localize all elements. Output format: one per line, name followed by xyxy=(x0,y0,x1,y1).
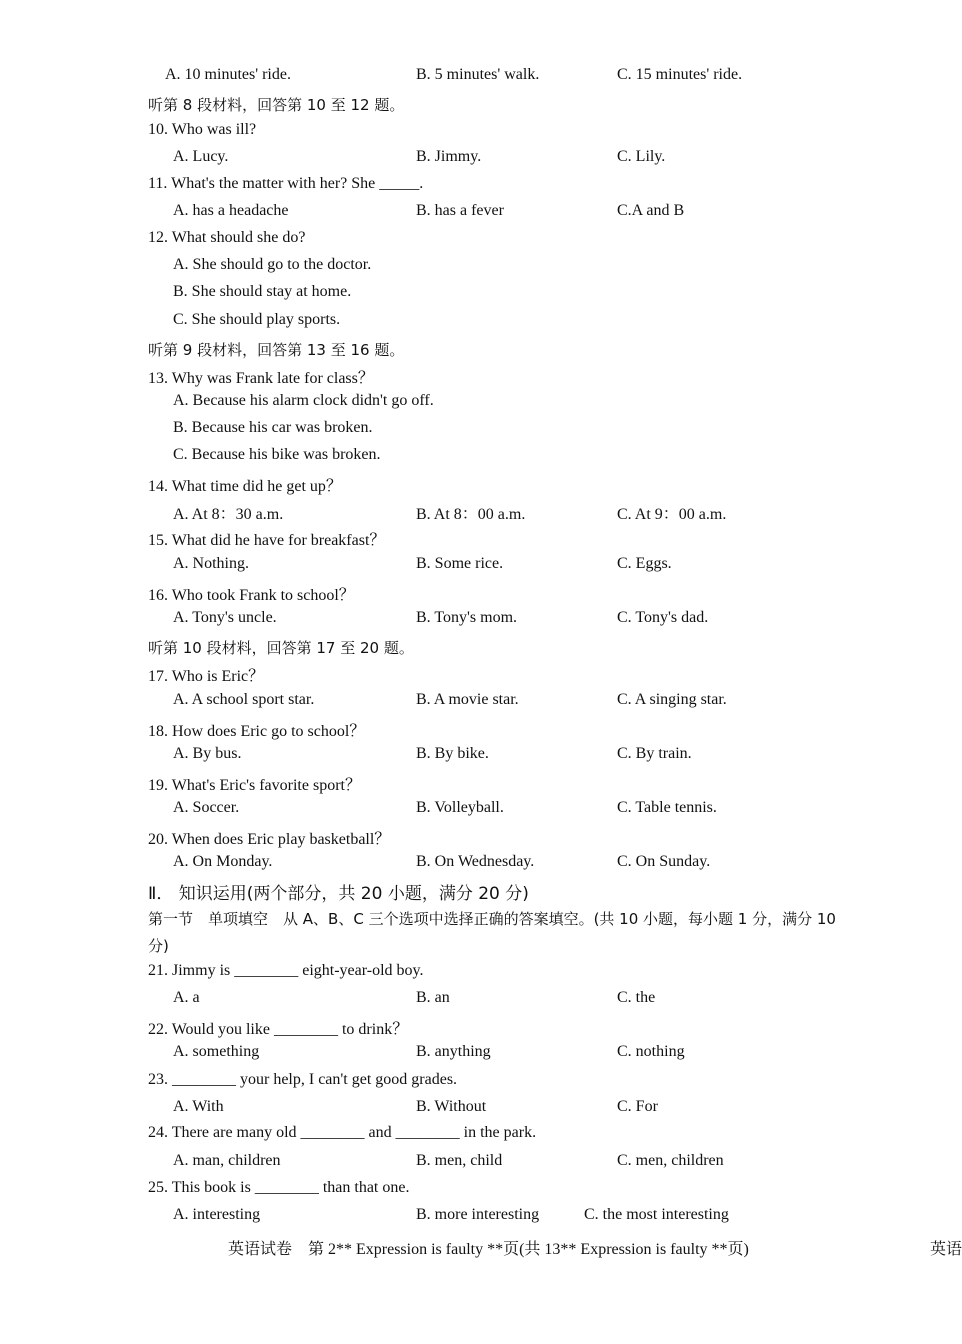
q18-option-b: B. By bike. xyxy=(416,745,489,762)
q19-option-c: C. Table tennis. xyxy=(617,799,717,816)
q14-option-b: B. At 8：00 a.m. xyxy=(416,506,526,523)
section-9-header: 听第 9 段材料，回答第 13 至 16 题。 xyxy=(148,341,405,359)
subsection-1-header: 第一节 单项填空 从 A、B、C 三个选项中选择正确的答案填空。(共 10 小题，每小题 1 分，满分 10 xyxy=(148,910,836,928)
q25-option-a: A. interesting xyxy=(173,1206,261,1223)
q21-stem: 21. Jimmy is ________ eight-year-old boy. xyxy=(148,962,424,979)
q20-stem: 20. When does Eric play basketball？ xyxy=(148,831,391,848)
q11-option-b: B. has a fever xyxy=(416,202,504,219)
q9-option-b: B. 5 minutes' walk. xyxy=(416,66,540,83)
q16-option-c: C. Tony's dad. xyxy=(617,609,709,626)
q13-stem: 13. Why was Frank late for class？ xyxy=(148,370,374,387)
q13-option-b: B. Because his car was broken. xyxy=(173,419,373,436)
q10-option-c: C. Lily. xyxy=(617,148,666,165)
q24-option-c: C. men, children xyxy=(617,1152,724,1169)
part-2-header: Ⅱ． 知识运用(两个部分，共 20 小题，满分 20 分) xyxy=(148,884,529,904)
q20-option-a: A. On Monday. xyxy=(173,853,273,870)
q12-option-a: A. She should go to the doctor. xyxy=(173,256,372,273)
q16-stem: 16. Who took Frank to school？ xyxy=(148,587,355,604)
q23-option-b: B. Without xyxy=(416,1098,487,1115)
q15-option-b: B. Some rice. xyxy=(416,555,504,572)
q17-stem: 17. Who is Eric？ xyxy=(148,668,265,685)
q22-stem: 22. Would you like ________ to drink？ xyxy=(148,1021,409,1038)
q15-stem: 15. What did he have for breakfast？ xyxy=(148,532,386,549)
q10-option-a: A. Lucy. xyxy=(173,148,229,165)
q16-option-b: B. Tony's mom. xyxy=(416,609,518,626)
q9-option-c: C. 15 minutes' ride. xyxy=(617,66,743,83)
q12-option-c: C. She should play sports. xyxy=(173,311,341,328)
q17-option-a: A. A school sport star. xyxy=(173,691,315,708)
section-10-header: 听第 10 段材料，回答第 17 至 20 题。 xyxy=(148,639,414,657)
q15-option-c: C. Eggs. xyxy=(617,555,672,572)
q25-option-c: C. the most interesting xyxy=(584,1206,729,1223)
q21-option-c: C. the xyxy=(617,989,656,1006)
q10-option-b: B. Jimmy. xyxy=(416,148,482,165)
q13-option-c: C. Because his bike was broken. xyxy=(173,446,381,463)
q23-option-a: A. With xyxy=(173,1098,224,1115)
q11-stem: 11. What's the matter with her? She _____. xyxy=(148,175,424,192)
q14-stem: 14. What time did he get up？ xyxy=(148,478,342,495)
q25-option-b: B. more interesting xyxy=(416,1206,540,1223)
q20-option-b: B. On Wednesday. xyxy=(416,853,535,870)
q14-option-a: A. At 8：30 a.m. xyxy=(173,506,284,523)
q10-stem: 10. Who was ill? xyxy=(148,121,257,138)
q14-option-c: C. At 9：00 a.m. xyxy=(617,506,727,523)
q24-stem: 24. There are many old ________ and ________ in the park. xyxy=(148,1124,537,1141)
subsection-1-header-cont: 分) xyxy=(148,937,169,955)
q22-option-a: A. something xyxy=(173,1043,260,1060)
q19-stem: 19. What's Eric's favorite sport？ xyxy=(148,777,361,794)
q19-option-b: B. Volleyball. xyxy=(416,799,504,816)
q24-option-b: B. men, child xyxy=(416,1152,503,1169)
q11-option-c: C.A and B xyxy=(617,202,685,219)
q18-option-c: C. By train. xyxy=(617,745,692,762)
q21-option-b: B. an xyxy=(416,989,450,1006)
q24-option-a: A. man, children xyxy=(173,1152,281,1169)
q9-option-a: A. 10 minutes' ride. xyxy=(165,66,291,83)
q17-option-c: C. A singing star. xyxy=(617,691,727,708)
q23-option-c: C. For xyxy=(617,1098,658,1115)
q13-option-a: A. Because his alarm clock didn't go off. xyxy=(173,392,434,409)
q18-option-a: A. By bus. xyxy=(173,745,242,762)
q12-stem: 12. What should she do? xyxy=(148,229,306,246)
q21-option-a: A. a xyxy=(173,989,200,1006)
page-footer-right-fragment: 英语 xyxy=(930,1241,962,1258)
q25-stem: 25. This book is ________ than that one. xyxy=(148,1179,410,1196)
q18-stem: 18. How does Eric go to school？ xyxy=(148,723,366,740)
q16-option-a: A. Tony's uncle. xyxy=(173,609,277,626)
q22-option-c: C. nothing xyxy=(617,1043,685,1060)
section-8-header: 听第 8 段材料，回答第 10 至 12 题。 xyxy=(148,96,405,114)
q20-option-c: C. On Sunday. xyxy=(617,853,711,870)
q23-stem: 23. ________ your help, I can't get good grades. xyxy=(148,1071,458,1088)
q17-option-b: B. A movie star. xyxy=(416,691,519,708)
q11-option-a: A. has a headache xyxy=(173,202,289,219)
page-footer: 英语试卷 第 2** Expression is faulty **页(共 13** Expression is faulty **页) xyxy=(228,1241,749,1258)
q15-option-a: A. Nothing. xyxy=(173,555,249,572)
q22-option-b: B. anything xyxy=(416,1043,491,1060)
q12-option-b: B. She should stay at home. xyxy=(173,283,352,300)
q19-option-a: A. Soccer. xyxy=(173,799,240,816)
